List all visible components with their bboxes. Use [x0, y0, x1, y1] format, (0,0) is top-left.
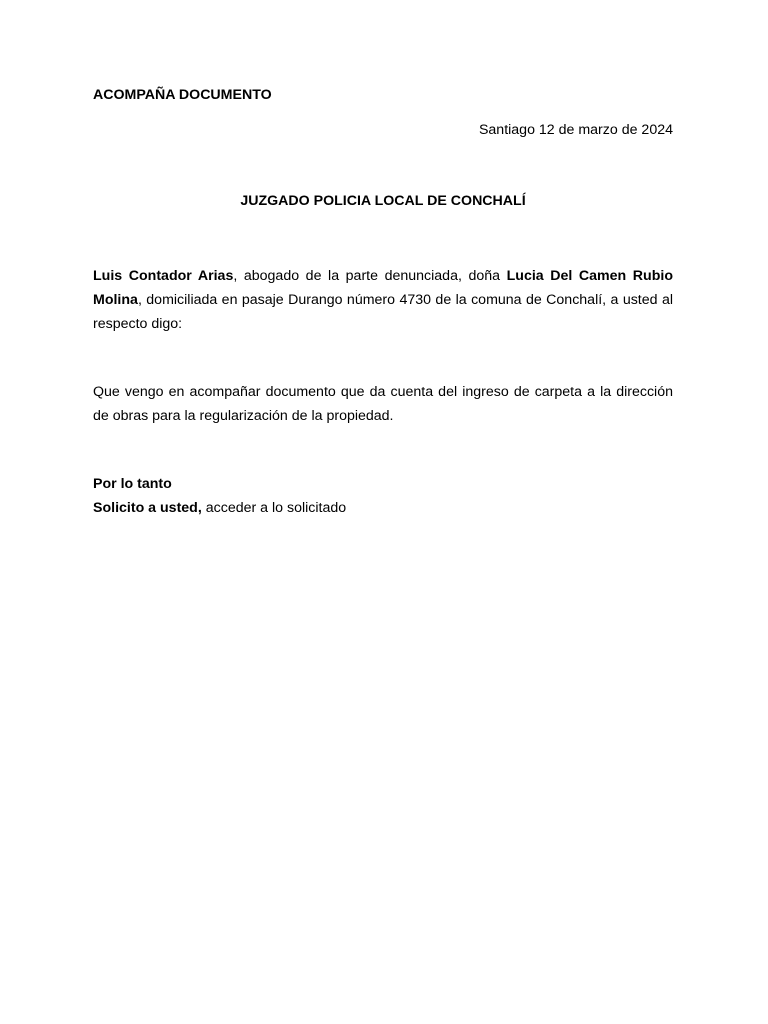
client-name: Lucia Del Camen Rubio Molina	[93, 268, 673, 308]
lawyer-name: Luis Contador Arias	[93, 268, 234, 284]
closing-line-1: Por lo tanto	[93, 476, 172, 492]
closing-line-2	[93, 496, 346, 520]
closing-request-bold: Solicito a usted,	[93, 500, 202, 516]
court-heading: JUZGADO POLICIA LOCAL DE CONCHALÍ	[240, 193, 526, 209]
closing-block	[93, 472, 346, 520]
closing-request-rest: acceder a lo solicitado	[201, 500, 347, 516]
intro-text-b: , domiciliada en pasaje Durango número 4730 de la comuna de Conchalí, a usted al respecto digo:	[93, 292, 673, 332]
request-paragraph: Que vengo en acompañar documento que da cuenta del ingreso de carpeta a la dirección de obras para la regularización de la propiedad.	[93, 384, 673, 424]
document-type-heading: ACOMPAÑA DOCUMENTO	[93, 87, 272, 103]
date-line: Santiago 12 de marzo de 2024	[478, 122, 673, 138]
intro-text-a: , abogado de la parte denunciada, doña	[233, 268, 507, 284]
intro-paragraph	[93, 264, 673, 336]
